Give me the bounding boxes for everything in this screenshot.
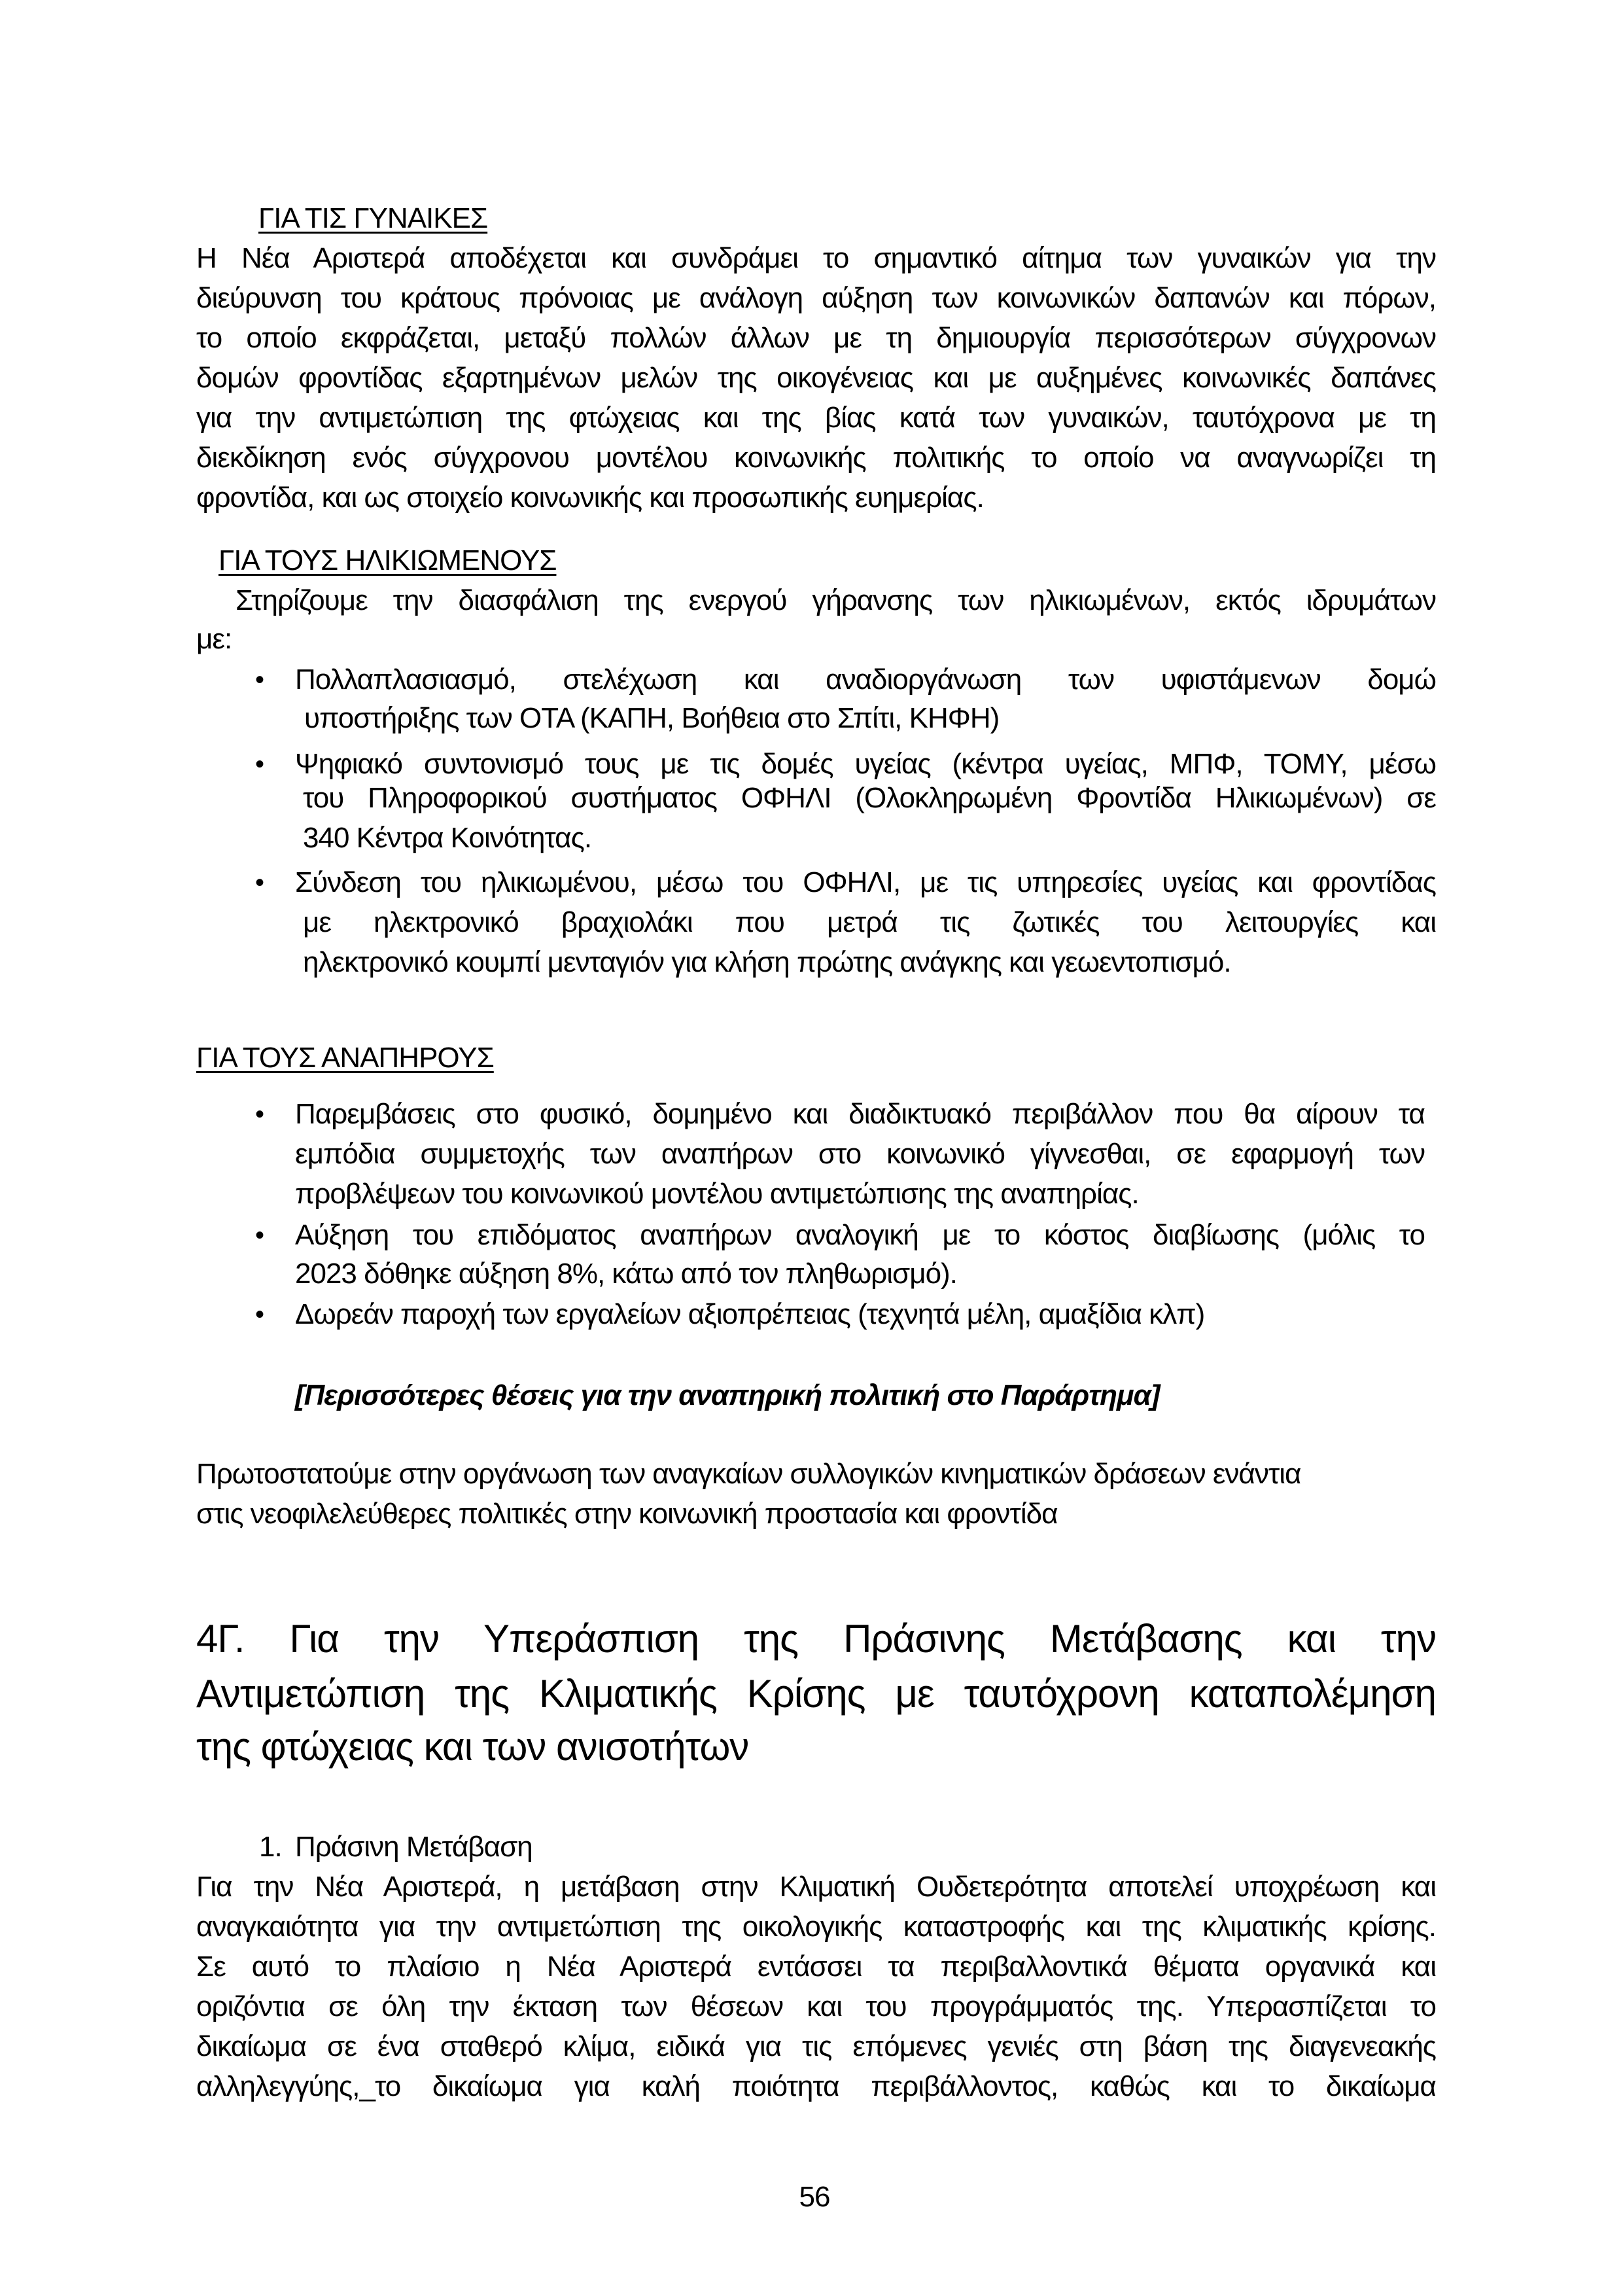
paragraph-line: για την αντιμετώπιση της φτώχειας και της βίας κατά των γυναικών, ταυτόχρονα με τη [196,402,1436,434]
bullet-line: υποστήριξης των ΟΤΑ (ΚΑΠΗ, Βοήθεια στο Σπίτι, ΚΗΦΗ) [304,702,1000,734]
bullet-line: Σύνδεση του ηλικιωμένου, μέσω του ΟΦΗΛΙ, με τις υπηρεσίες υγείας και φροντίδας [295,866,1436,898]
bullet-icon: • [255,1100,265,1129]
intro-line: Στηρίζουμε την διασφάλιση της ενεργού γήρανσης των ηλικιωμένων, εκτός ιδρυμάτων [236,584,1436,616]
closing-line: στις νεοφιλελεύθερες πολιτικές στην κοινωνική προστασία και φροντίδα [196,1498,1058,1530]
bullet-line: Παρεμβάσεις στο φυσικό, δομημένο και διαδικτυακό περιβάλλον που θα αίρουν τα [295,1098,1425,1130]
paragraph-line: το οποίο εκφράζεται, μεταξύ πολλών άλλων με τη δημιουργία περισσότερων σύγχρονων [196,322,1436,354]
heading-elderly: ΓΙΑ ΤΟΥΣ ΗΛΙΚΙΩΜΕΝΟΥΣ [218,544,557,576]
bullet-line: με ηλεκτρονικό βραχιολάκι που μετρά τις ζωτικές του λειτουργίες και [303,906,1436,938]
paragraph-line: διεύρυνση του κράτους πρόνοιας με ανάλογη αύξηση των κοινωνικών δαπανών και πόρων, [196,282,1436,314]
bullet-line: 340 Κέντρα Κοινότητας. [303,822,592,854]
bullet-icon: • [255,665,265,694]
body-line: οριζόντια σε όλη την έκταση των θέσεων και του προγράμματός της. Υπερασπίζεται το [196,1990,1436,2022]
bullet-line: Αύξηση του επιδόματος αναπήρων αναλογική με το κόστος διαβίωσης (μόλις το [295,1219,1425,1251]
bullet-line: προβλέψεων του κοινωνικού μοντέλου αντιμετώπισης της αναπηρίας. [295,1178,1139,1210]
subsection-number: 1. [259,1831,282,1863]
closing-line: Πρωτοστατούμε στην οργάνωση των αναγκαίων συλλογικών κινηματικών δράσεων ενάντια [196,1458,1301,1490]
section-title-line: 4Γ. Για την Υπεράσπιση της Πράσινης Μετάβασης και την [196,1617,1436,1661]
body-line: αναγκαιότητα για την αντιμετώπιση της οικολογικής καταστροφής και της κλιματικής κρίσης. [196,1911,1436,1943]
body-line: Για την Νέα Αριστερά, η μετάβαση στην Κλιματική Ουδετερότητα αποτελεί υποχρέωση και [196,1871,1436,1903]
body-line: αλληλεγγύης,_το δικαίωμα για καλή ποιότητα περιβάλλοντος, καθώς και το δικαίωμα [196,2070,1436,2102]
bullet-line: Δωρεάν παροχή των εργαλείων αξιοπρέπειας (τεχνητά μέλη, αμαξίδια κλπ) [295,1298,1205,1330]
bullet-icon: • [255,868,265,897]
bullet-line: 2023 δόθηκε αύξηση 8%, κάτω από τον πληθωρισμό). [295,1258,957,1290]
bullet-line: του Πληροφορικού συστήματος ΟΦΗΛΙ (Ολοκληρωμένη Φροντίδα Ηλικιωμένων) σε [303,782,1436,814]
paragraph-line: Η Νέα Αριστερά αποδέχεται και συνδράμει το σημαντικό αίτημα των γυναικών για την [196,242,1436,274]
section-title-line: της φτώχειας και των ανισοτήτων [196,1725,749,1769]
paragraph-line: δομών φροντίδας εξαρτημένων μελών της οικογένειας και με αυξημένες κοινωνικές δαπάνες [196,362,1436,394]
body-line: Σε αυτό το πλαίσιο η Νέα Αριστερά εντάσσει τα περιβαλλοντικά θέματα οργανικά και [196,1951,1436,1983]
bullet-icon: • [255,1300,265,1329]
appendix-note: [Περισσότερες θέσεις για την αναπηρική πολιτική στο Παράρτημα] [295,1379,1160,1411]
bullet-line: εμπόδια συμμετοχής των αναπήρων στο κοινωνικό γίγνεσθαι, σε εφαρμογή των [295,1138,1425,1170]
bullet-line: ηλεκτρονικό κουμπί μενταγιόν για κλήση πρώτης ανάγκης και γεωεντοπισμό. [303,946,1231,978]
bullet-icon: • [255,1221,265,1250]
heading-women: ΓΙΑ ΤΙΣ ΓΥΝΑΙΚΕΣ [258,202,488,234]
paragraph-line: διεκδίκηση ενός σύγχρονου μοντέλου κοινωνικής πολιτικής το οποίο να αναγνωρίζει τη [196,442,1436,474]
page-number: 56 [799,2181,830,2213]
body-line: δικαίωμα σε ένα σταθερό κλίμα, ειδικά για τις επόμενες γενιές στη βάση της διαγενεακής [196,2030,1436,2062]
section-title-line: Αντιμετώπιση της Κλιματικής Κρίσης με ταυτόχρονη καταπολέμηση [196,1672,1436,1716]
subsection-title: Πράσινη Μετάβαση [295,1831,532,1863]
heading-disabled: ΓΙΑ ΤΟΥΣ ΑΝΑΠΗΡΟΥΣ [196,1042,494,1074]
bullet-line: Πολλαπλασιασμό, στελέχωση και αναδιοργάνωση των υφιστάμενων δομώ [295,663,1436,696]
bullet-icon: • [255,750,265,779]
bullet-line: Ψηφιακό συντονισμό τους με τις δομές υγείας (κέντρα υγείας, ΜΠΦ, ΤΟΜΥ, μέσω [295,748,1436,780]
paragraph-line: φροντίδα, και ως στοιχείο κοινωνικής και προσωπικής ευημερίας. [196,482,984,514]
intro-line: με: [196,623,232,655]
